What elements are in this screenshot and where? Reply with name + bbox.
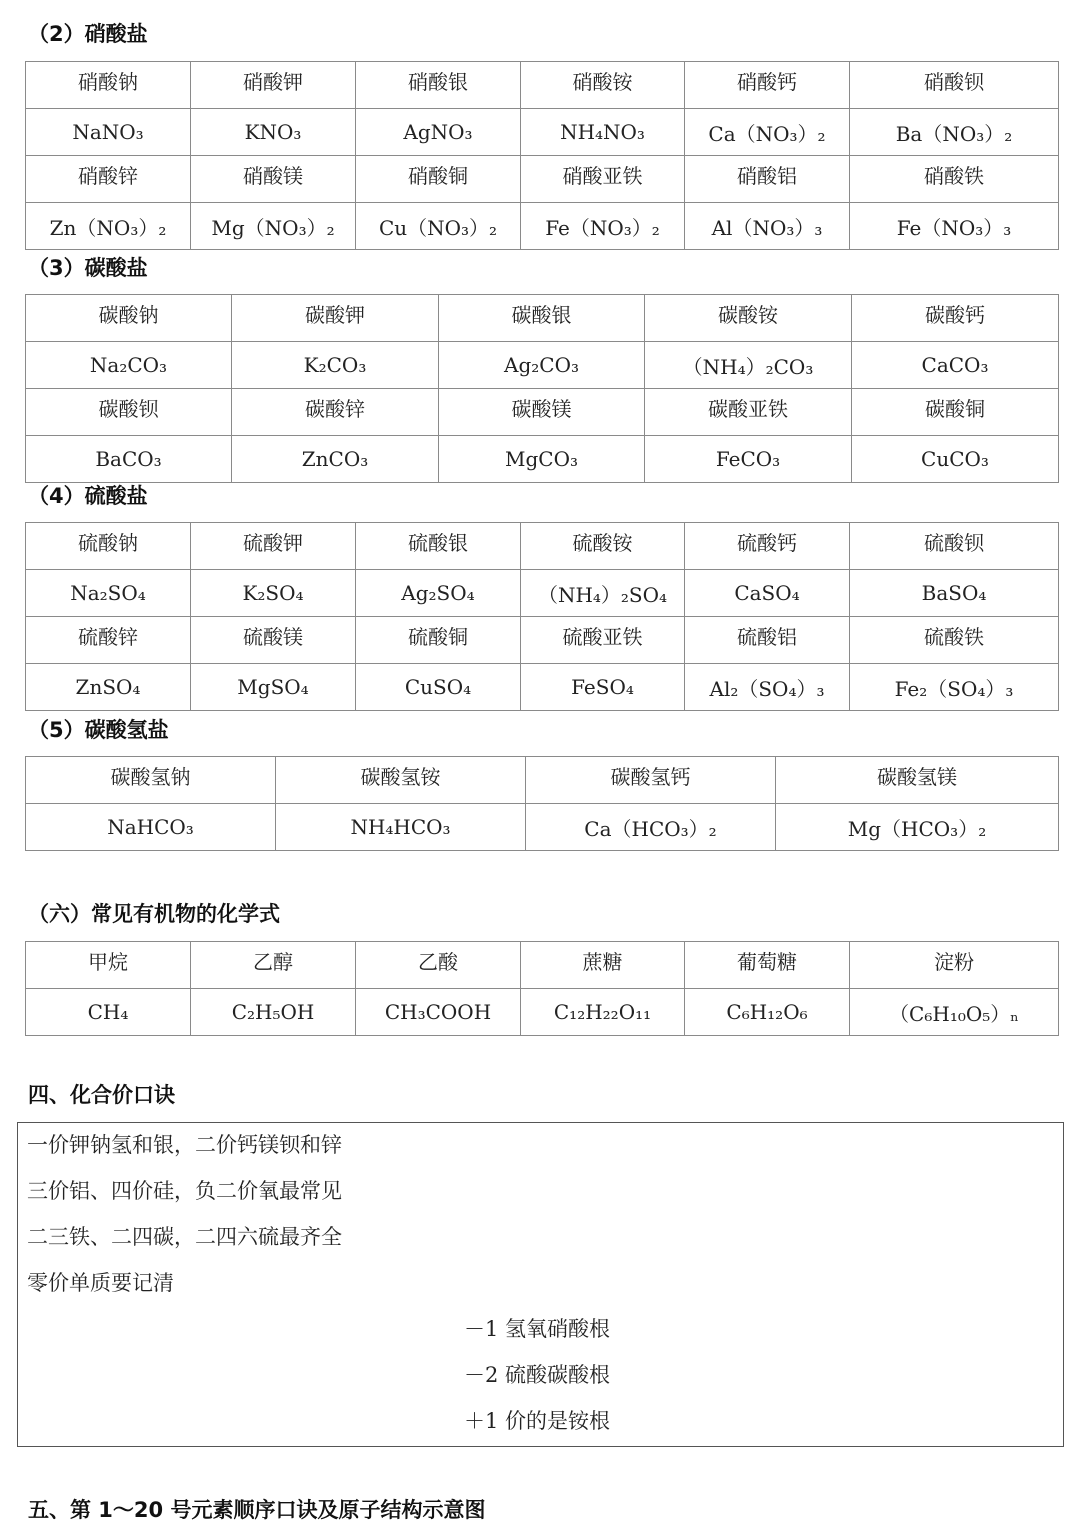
name-row <box>26 156 1059 203</box>
compound-name-cell: 硫酸钾 <box>191 523 356 570</box>
compound-name-cell: 硝酸铜 <box>356 156 521 203</box>
chemical-formula-cell: ZnCO₃ <box>232 436 439 483</box>
compound-name-cell: 硝酸铝 <box>685 156 850 203</box>
compound-name-cell: 硫酸钠 <box>26 523 191 570</box>
chemical-formula-cell: Na₂SO₄ <box>26 570 191 617</box>
compound-name-cell: 硫酸铝 <box>685 617 850 664</box>
compound-name-cell: 碳酸钠 <box>26 295 232 342</box>
formula-row <box>26 203 1059 250</box>
radical-line: ＋1 价的是铵根 <box>464 1409 611 1433</box>
compound-name-cell: 碳酸氢钙 <box>526 757 776 804</box>
chemical-formula-cell: MgSO₄ <box>191 664 356 711</box>
section-heading-sulfates: （4）硫酸盐 <box>28 484 148 508</box>
chemical-formula-cell: Al（NO₃）₃ <box>685 203 850 250</box>
compound-name-cell: 葡萄糖 <box>685 942 850 989</box>
section-heading-elements: 五、第 1～20 号元素顺序口诀及原子结构示意图 <box>28 1498 486 1522</box>
compound-name-cell: 碳酸银 <box>439 295 645 342</box>
chemical-formula-cell: Cu（NO₃）₂ <box>356 203 521 250</box>
chemical-formula-cell: NaNO₃ <box>26 109 191 156</box>
chemical-formula-cell: C₆H₁₂O₆ <box>685 989 850 1036</box>
chemical-formula-cell: BaSO₄ <box>850 570 1059 617</box>
compound-name-cell: 碳酸氢铵 <box>276 757 526 804</box>
chemical-formula-cell: NaHCO₃ <box>26 804 276 851</box>
chemical-formula-cell: CaSO₄ <box>685 570 850 617</box>
nitrates-table <box>25 61 1059 250</box>
compound-name-cell: 碳酸亚铁 <box>645 389 852 436</box>
section-heading-nitrates: （2）硝酸盐 <box>28 22 148 46</box>
chemical-formula-cell: Ag₂CO₃ <box>439 342 645 389</box>
compound-name-cell: 碳酸钾 <box>232 295 439 342</box>
formula-row <box>26 109 1059 156</box>
section-heading-organics: （六）常见有机物的化学式 <box>28 902 280 926</box>
section-heading-valence: 四、化合价口诀 <box>28 1083 175 1107</box>
chemical-formula-cell: Ba（NO₃）₂ <box>850 109 1059 156</box>
chemical-formula-cell: FeSO₄ <box>521 664 685 711</box>
compound-name-cell: 硫酸锌 <box>26 617 191 664</box>
compound-name-cell: 蔗糖 <box>521 942 685 989</box>
chemical-formula-cell: （NH₄）₂CO₃ <box>645 342 852 389</box>
compound-name-cell: 硫酸亚铁 <box>521 617 685 664</box>
radical-line: －2 硫酸碳酸根 <box>464 1363 611 1387</box>
chemical-formula-cell: NH₄NO₃ <box>521 109 685 156</box>
compound-name-cell: 硫酸铵 <box>521 523 685 570</box>
chemical-formula-cell: C₂H₅OH <box>191 989 356 1036</box>
compound-name-cell: 硫酸钙 <box>685 523 850 570</box>
compound-name-cell: 乙酸 <box>356 942 521 989</box>
compound-name-cell: 硝酸钠 <box>26 62 191 109</box>
compound-name-cell: 硝酸钙 <box>685 62 850 109</box>
chemical-formula-cell: Ag₂SO₄ <box>356 570 521 617</box>
chemical-formula-cell: Fe₂（SO₄）₃ <box>850 664 1059 711</box>
chemical-formula-cell: K₂CO₃ <box>232 342 439 389</box>
sulfates-table <box>25 522 1059 711</box>
compound-name-cell: 硝酸锌 <box>26 156 191 203</box>
formula-row <box>26 436 1059 483</box>
compound-name-cell: 乙醇 <box>191 942 356 989</box>
compound-name-cell: 硫酸镁 <box>191 617 356 664</box>
chemical-formula-cell: FeCO₃ <box>645 436 852 483</box>
compound-name-cell: 硫酸铁 <box>850 617 1059 664</box>
formula-row <box>26 570 1059 617</box>
compound-name-cell: 硝酸银 <box>356 62 521 109</box>
compound-name-cell: 硝酸钡 <box>850 62 1059 109</box>
chemical-formula-cell: CH₃COOH <box>356 989 521 1036</box>
compound-name-cell: 硝酸铁 <box>850 156 1059 203</box>
chemical-formula-cell: Fe（NO₃）₂ <box>521 203 685 250</box>
compound-name-cell: 硫酸铜 <box>356 617 521 664</box>
chemical-formula-cell: （NH₄）₂SO₄ <box>521 570 685 617</box>
chemical-formula-cell: CuCO₃ <box>852 436 1059 483</box>
name-row <box>26 389 1059 436</box>
chemical-formula-cell: CuSO₄ <box>356 664 521 711</box>
compound-name-cell: 硝酸镁 <box>191 156 356 203</box>
formula-row <box>26 664 1059 711</box>
compound-name-cell: 硝酸钾 <box>191 62 356 109</box>
chemical-formula-cell: C₁₂H₂₂O₁₁ <box>521 989 685 1036</box>
name-row <box>26 523 1059 570</box>
chemical-formula-cell: CH₄ <box>26 989 191 1036</box>
compound-name-cell: 碳酸氢钠 <box>26 757 276 804</box>
chemical-formula-cell: Ca（HCO₃）₂ <box>526 804 776 851</box>
compound-name-cell: 硝酸铵 <box>521 62 685 109</box>
chemical-formula-cell: Fe（NO₃）₃ <box>850 203 1059 250</box>
compound-name-cell: 甲烷 <box>26 942 191 989</box>
formula-row <box>26 989 1059 1036</box>
compound-name-cell: 碳酸钡 <box>26 389 232 436</box>
name-row <box>26 757 1059 804</box>
name-row <box>26 942 1059 989</box>
chemical-formula-cell: Mg（NO₃）₂ <box>191 203 356 250</box>
compound-name-cell: 碳酸氢镁 <box>776 757 1059 804</box>
compound-name-cell: 碳酸铜 <box>852 389 1059 436</box>
compound-name-cell: 碳酸锌 <box>232 389 439 436</box>
valence-rhyme-box <box>17 1122 1064 1447</box>
chemical-formula-cell: K₂SO₄ <box>191 570 356 617</box>
section-heading-carbonates: （3）碳酸盐 <box>28 256 148 280</box>
compound-name-cell: 硫酸钡 <box>850 523 1059 570</box>
compound-name-cell: 碳酸铵 <box>645 295 852 342</box>
valence-line: 二三铁、二四碳，二四六硫最齐全 <box>27 1225 342 1249</box>
chemical-formula-cell: MgCO₃ <box>439 436 645 483</box>
chemical-formula-cell: BaCO₃ <box>26 436 232 483</box>
organics-table <box>25 941 1059 1036</box>
chemical-formula-cell: CaCO₃ <box>852 342 1059 389</box>
compound-name-cell: 淀粉 <box>850 942 1059 989</box>
compound-name-cell: 碳酸钙 <box>852 295 1059 342</box>
compound-name-cell: 硫酸银 <box>356 523 521 570</box>
valence-line: 三价铝、四价硅，负二价氧最常见 <box>27 1179 342 1203</box>
chemical-formula-cell: （C₆H₁₀O₅）ₙ <box>850 989 1059 1036</box>
chemical-formula-cell: Al₂（SO₄）₃ <box>685 664 850 711</box>
bicarbonates-table <box>25 756 1059 851</box>
valence-line: 一价钾钠氢和银，二价钙镁钡和锌 <box>27 1133 342 1157</box>
name-row <box>26 62 1059 109</box>
chemical-formula-cell: NH₄HCO₃ <box>276 804 526 851</box>
chemical-formula-cell: AgNO₃ <box>356 109 521 156</box>
carbonates-table <box>25 294 1059 483</box>
radical-line: －1 氢氧硝酸根 <box>464 1317 611 1341</box>
compound-name-cell: 硝酸亚铁 <box>521 156 685 203</box>
name-row <box>26 617 1059 664</box>
chemical-formula-cell: KNO₃ <box>191 109 356 156</box>
chemical-formula-cell: Na₂CO₃ <box>26 342 232 389</box>
valence-line: 零价单质要记清 <box>27 1271 174 1295</box>
chemical-formula-cell: Zn（NO₃）₂ <box>26 203 191 250</box>
section-heading-bicarbonates: （5）碳酸氢盐 <box>28 718 169 742</box>
chemical-formula-cell: Ca（NO₃）₂ <box>685 109 850 156</box>
name-row <box>26 295 1059 342</box>
formula-row <box>26 342 1059 389</box>
compound-name-cell: 碳酸镁 <box>439 389 645 436</box>
chemical-formula-cell: Mg（HCO₃）₂ <box>776 804 1059 851</box>
chemical-formula-cell: ZnSO₄ <box>26 664 191 711</box>
formula-row <box>26 804 1059 851</box>
